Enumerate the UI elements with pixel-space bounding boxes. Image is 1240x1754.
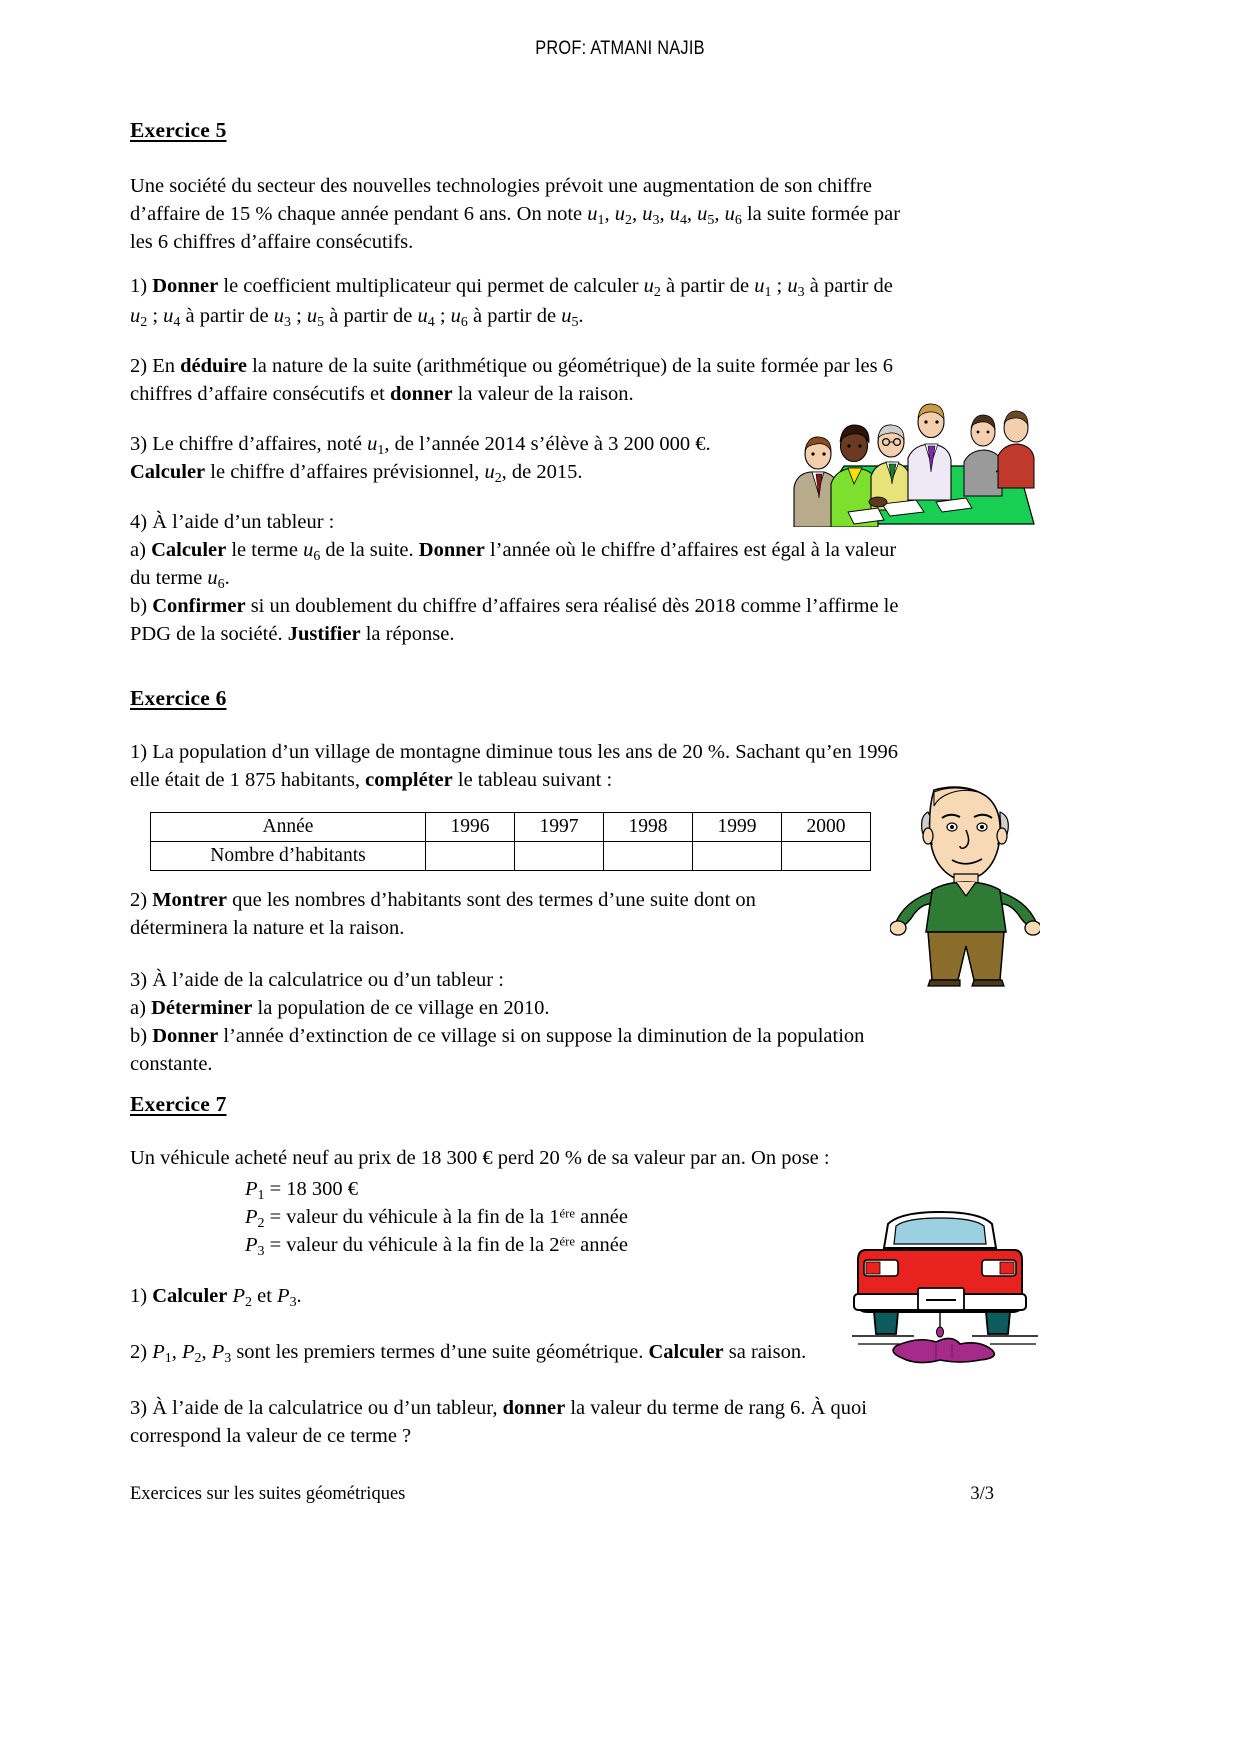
- e7-q1-end: .: [296, 1285, 302, 1307]
- q1-line2-a: elle était de 1 875 habitants,: [130, 769, 366, 791]
- habitants-cell-1998[interactable]: [604, 842, 693, 871]
- exercise-7-q1: 1) Calculer $P_2$ et $P_3$.: [130, 1285, 302, 1310]
- population-table: [150, 812, 871, 871]
- year-cell-1998: 1998: [604, 813, 693, 842]
- q4a-t4: du terme: [130, 567, 208, 589]
- q2-line2-a: chiffres d’affaire consécutifs et: [130, 383, 390, 405]
- p3-tail: année: [575, 1234, 628, 1256]
- exercise-7-intro: Un véhicule acheté neuf au prix de 18 300 € perd 20 % de sa valeur par an. On pose :: [130, 1147, 830, 1169]
- exercise-5-q3-line1: 3) Le chiffre d’affaires, noté $u_1$, de l’année 2014 s’élève à 3 200 000 €.: [130, 433, 711, 458]
- footer-page-number: 3/3: [970, 1484, 994, 1504]
- exercise-5-q4a-line2: du terme $u_6$.: [130, 567, 230, 592]
- intro-line-2-a: d’affaire de 15 % chaque année pendant 6 ans. On note: [130, 203, 588, 225]
- year-cell-1996: 1996: [426, 813, 515, 842]
- e7-q3-verb: donner: [502, 1397, 566, 1419]
- e7-q1-tail: et: [251, 1285, 278, 1307]
- q2-number: 2): [130, 889, 153, 911]
- q3-a: 3) Le chiffre d’affaires, noté: [130, 433, 368, 455]
- red-car-leaking-clipart: [840, 1208, 1045, 1368]
- intro-line-1: Une société du secteur des nouvelles technologies prévoit une augmentation de son chiffre: [130, 175, 872, 197]
- q3b-t1: l’année d’extinction de ce village si on suppose la diminution de la population: [218, 1025, 865, 1047]
- e7-q2-c: sa raison.: [723, 1341, 807, 1363]
- row-label-habitants: Nombre d’habitants: [151, 842, 426, 871]
- q4b-t1: si un doublement du chiffre d’affaires sera réalisé dès 2018 comme l’affirme le: [245, 595, 899, 617]
- exercise-5-intro: [130, 172, 994, 201]
- q1-line2-verb: compléter: [365, 769, 453, 791]
- q3-c: le chiffre d’affaires prévisionnel,: [205, 461, 485, 483]
- p2-tail: année: [575, 1206, 628, 1228]
- e7-q2-b: sont les premiers termes d’une suite géométrique.: [231, 1341, 649, 1363]
- q3b-verb: Donner: [152, 1025, 219, 1047]
- intro-line-2-b: la suite formée par: [741, 203, 901, 225]
- e7-q3-a: 3) À l’aide de la calculatrice ou d’un tableur,: [130, 1397, 503, 1419]
- e7-q3-b: la valeur du terme de rang 6. À quoi: [565, 1397, 867, 1419]
- q4a-t3: l’année où le chiffre d’affaires est égal à la valeur: [484, 539, 897, 561]
- exercise-5-intro-line3: les 6 chiffres d’affaire consécutifs.: [130, 231, 414, 253]
- table-row-habitants: [151, 842, 871, 871]
- q3-verb: Calculer: [130, 461, 206, 483]
- var-u6: u: [724, 203, 735, 225]
- page-header: PROF: ATMANI NAJIB: [535, 38, 705, 59]
- var-u1: u: [587, 203, 598, 225]
- exercise-5-q4b-line1: [130, 592, 994, 621]
- exercise-6-q3a: [130, 994, 994, 1023]
- footer-left: Exercices sur les suites géométriques: [130, 1484, 406, 1504]
- q4a-verb2: Donner: [418, 539, 485, 561]
- q4a-t2: de la suite.: [320, 539, 419, 561]
- exercise-6-title: Exercice 6: [130, 686, 227, 710]
- q2-t1: que les nombres d’habitants sont des termes d’une suite dont on: [226, 889, 756, 911]
- q4a-number: a): [130, 539, 152, 561]
- q1-line2-b: le tableau suivant :: [452, 769, 613, 791]
- exercise-5-q4b-line2: [130, 620, 994, 649]
- q4a-t5: .: [224, 567, 230, 589]
- e7-q2-number: 2): [130, 1341, 153, 1363]
- exercise-7-q3-line2: correspond la valeur de ce terme ?: [130, 1425, 412, 1447]
- year-cell-1997: 1997: [515, 813, 604, 842]
- habitants-cell-1996[interactable]: [426, 842, 515, 871]
- exercise-5-q1-line1: 1) Donner le coefficient multiplicateur qui permet de calculer $u_2$ à partir de $u_1$ ; $u_3$ à partir de: [130, 275, 893, 300]
- q2-verb: déduire: [180, 355, 247, 377]
- p2-sup: ére: [559, 1206, 576, 1221]
- p1-value: = 18 300 €: [269, 1178, 359, 1200]
- row-label-annee: Année: [151, 813, 426, 842]
- exercise-5-title: Exercice 5: [130, 118, 227, 142]
- business-meeting-clipart: [786, 392, 1036, 527]
- exercise-7-title: Exercice 7: [130, 1092, 227, 1116]
- q3b-number: b): [130, 1025, 153, 1047]
- p2-text: = valeur du véhicule à la fin de la 1: [269, 1206, 560, 1228]
- exercise-6-q3b-line2: constante.: [130, 1053, 213, 1075]
- q4b-verb2: Justifier: [287, 623, 361, 645]
- q4b-number: b): [130, 595, 153, 617]
- p3-sup: ére: [559, 1234, 576, 1249]
- exercise-5-q2-line1: [130, 352, 994, 381]
- habitants-cell-1999[interactable]: [693, 842, 782, 871]
- q1-number: 1): [130, 275, 153, 297]
- exercise-5-q3-line2: Calculer le chiffre d’affaires prévisionnel, $u_2$, de 2015.: [130, 461, 583, 486]
- exercise-6-q2-line1: [130, 886, 860, 915]
- var-u4: u: [669, 203, 680, 225]
- q4b-verb1: Confirmer: [152, 595, 246, 617]
- q3a-number: a): [130, 997, 152, 1019]
- q2-number: 2) En: [130, 355, 181, 377]
- population-table-wrapper: [150, 812, 871, 871]
- e7-q1-number: 1): [130, 1285, 153, 1307]
- q3a-text: la population de ce village en 2010.: [252, 997, 550, 1019]
- var-u3: u: [642, 203, 653, 225]
- q2-text: la nature de la suite (arithmétique ou géométrique) de la suite formée par les 6: [246, 355, 894, 377]
- q1-text: le coefficient multiplicateur qui permet de calculer: [218, 275, 644, 297]
- e7-q1-verb: Calculer: [152, 1285, 228, 1307]
- exercise-7-q2: 2) $P_1$, $P_2$, $P_3$ sont les premiers termes d’une suite géométrique. Calculer sa raison.: [130, 1341, 807, 1366]
- exercise-6-q2-line2: déterminera la nature et la raison.: [130, 917, 405, 939]
- q4b-t2: PDG de la société.: [130, 623, 288, 645]
- e7-q2-verb: Calculer: [648, 1341, 724, 1363]
- q4a-verb1: Calculer: [151, 539, 227, 561]
- exercise-5-intro-line2: d’affaire de 15 % chaque année pendant 6 ans. On note $u_1$, $u_2$, $u_3$, $u_4$, $u_5$, $u_6$ la suite formée par: [130, 203, 901, 228]
- q1-verb: Donner: [152, 275, 219, 297]
- exercise-7-p1: $P_1 = 18$ 300 €: [245, 1178, 359, 1203]
- q2-verb: Montrer: [152, 889, 227, 911]
- table-row-annee: [151, 813, 871, 842]
- exercise-7-q3-line1: [130, 1394, 994, 1423]
- q3a-verb: Déterminer: [151, 997, 253, 1019]
- exercise-7-p2: $P_2$ = valeur du véhicule à la fin de la $1^{ére}$ année: [245, 1206, 628, 1231]
- q2-line2-verb: donner: [389, 383, 453, 405]
- habitants-cell-2000[interactable]: [782, 842, 871, 871]
- var-u2: u: [614, 203, 625, 225]
- exercise-6-q1-line2: [130, 766, 994, 795]
- q3-d: , de 2015.: [501, 461, 583, 483]
- habitants-cell-1997[interactable]: [515, 842, 604, 871]
- exercise-6-q1-line1: 1) La population d’un village de montagne diminue tous les ans de 20 %. Sachant qu’en 1996: [130, 741, 899, 763]
- exercise-5-q4: 4) À l’aide d’un tableur :: [130, 511, 335, 533]
- q3-b: , de l’année 2014 s’élève à 3 200 000 €.: [384, 433, 711, 455]
- var-u5: u: [697, 203, 708, 225]
- q4a-t1: le terme: [226, 539, 304, 561]
- q4b-t3: la réponse.: [360, 623, 455, 645]
- exercise-5-q1-line2: $u_2$ ; $u_4$ à partir de $u_3$ ; $u_5$ à partir de $u_4$ ; $u_6$ à partir de $u_5$.: [130, 305, 584, 330]
- p3-text: = valeur du véhicule à la fin de la 2: [269, 1234, 560, 1256]
- year-cell-1999: 1999: [693, 813, 782, 842]
- exercise-6-q3: 3) À l’aide de la calculatrice ou d’un tableur :: [130, 969, 504, 991]
- year-cell-2000: 2000: [782, 813, 871, 842]
- exercise-5-q4a-line1: a) Calculer le terme $u_6$ de la suite. Donner l’année où le chiffre d’affaires est égal à la valeur: [130, 539, 897, 564]
- old-man-shrugging-clipart: [890, 782, 1040, 987]
- exercise-7-p3: $P_3$ = valeur du véhicule à la fin de la $2^{ére}$ année: [245, 1234, 628, 1259]
- q2-line2-b: la valeur de la raison.: [452, 383, 634, 405]
- page-footer: [130, 1484, 994, 1505]
- exercise-6-q3b-line1: [130, 1022, 994, 1051]
